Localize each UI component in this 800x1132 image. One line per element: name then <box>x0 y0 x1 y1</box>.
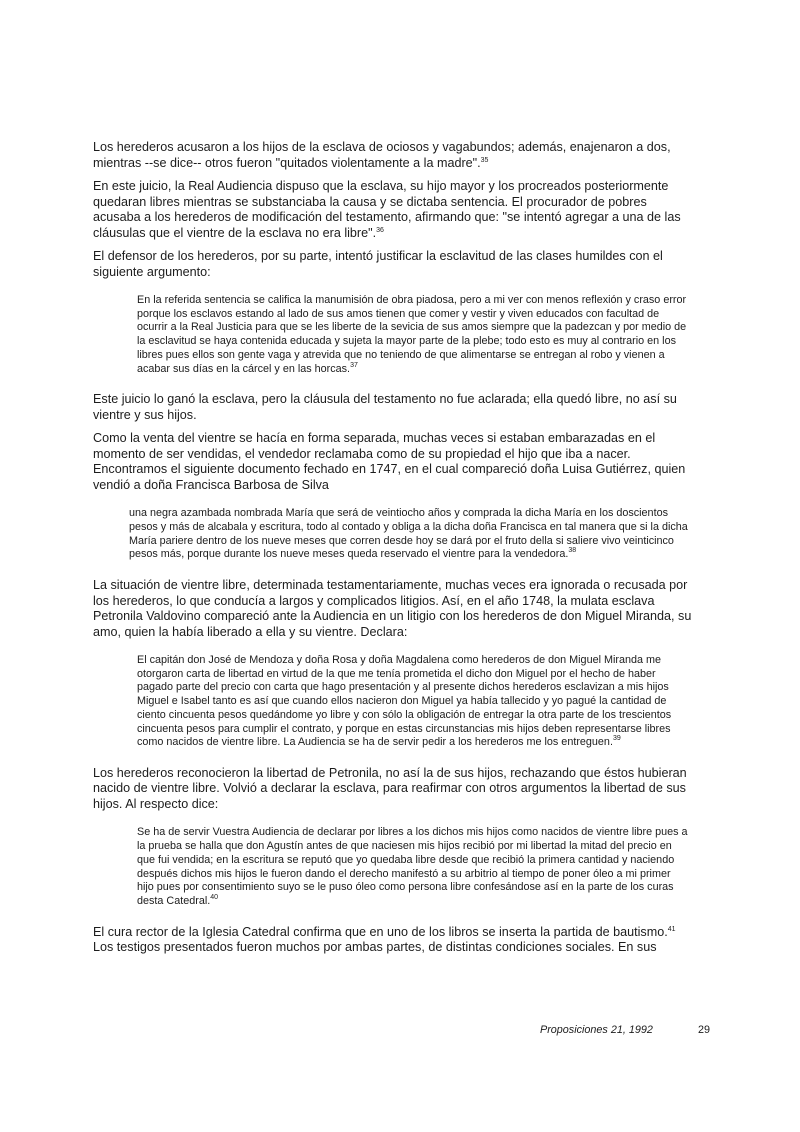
footnote-ref-39: 39 <box>612 735 621 743</box>
footnote-ref-35: 35 <box>480 156 489 164</box>
footnote-ref-40: 40 <box>210 893 219 901</box>
paragraph-4: Este juicio lo ganó la esclava, pero la cláusula del testamento no fue aclarada; ella quedó libre, no así su vientre y sus hijos. <box>93 392 677 422</box>
paragraph-7: Los herederos reconocieron la libertad de Petronila, no así la de sus hijos, rechazando que éstos hubieran nacido de vientre libre. Volvió a declarar la esclava, para reafirmar con otros argumentos la libertad de sus hijos. Al respecto dice: <box>93 765 687 811</box>
footnote-ref-37: 37 <box>350 361 358 369</box>
block-quote-2: una negra azambada nombrada María que será de veintiocho años y comprada la dicha María en los doscientos pesos y más de alcabala y escritura, todo al contado y obliga a la dicha doña Francisca en tal manera que si la dicha María pariere dentro de los nueve meses que corren desde hoy se dará por el fruto della si saliere vivo veinticinco pesos más, porque durante los nueve meses queda reservado el vientre para la vendedora.$^{38}$ <box>129 507 688 561</box>
paragraph-2: En este juicio, la Real Audiencia dispuso que la esclava, su hijo mayor y los procreados posteriormente quedaran libres mientras se substanciaba la causa y se dictaba sentencia. El procurador de pobres acusaba a los herederos de modificación del testamento, afirmando que: "se intentó agregar a una de las cláusulas que el vientre de la esclava no era libre".$^{36}$ <box>93 179 681 240</box>
block-quote-1: En la referida sentencia se califica la manumisión de obra piadosa, pero a mi ver con menos reflexión y craso error porque los esclavos estando al lado de sus amos tienen que comer y vestir y viven educados con facultad de ocurrir a la Real Justicia para que se les liberte de la sevicia de sus amos siempre que la padezcan y por medio de la esclavitud se haya contenida educada y sujeta la mayor parte de la plebe; todo esto es muy al contrario en los libres pues ellos son gente vaga y atrevida que no teniendo de que alimentarse se entregan al robo y vienen a acabar sus días en la cárcel y en las horcas.$^{37}$ <box>137 294 687 375</box>
footnote-ref-36: 36 <box>376 226 384 234</box>
paragraph-8-continuation: Los testigos presentados fueron muchos por ambas partes, de distintas condiciones sociales. En sus <box>93 940 657 955</box>
footnote-ref-41: 41 <box>667 925 676 933</box>
block-quote-3: El capitán don José de Mendoza y doña Rosa y doña Magdalena como herederos de don Miguel Miranda me otorgaron carta de libertad en virtud de la que me tenía prometida el dicho don Miguel por el hecho de haber pagado parte del precio con carta que hago presentación y al presente dichos herederos esclavizan a mis hijos Miguel e Isabel tanto es así que cuando ellos nacieron don Miguel ya había tallecido y yo pagué la cantidad de ciento cincuenta pesos quedándome yo libre y con sólo la obligación de entregar la otra parte de los trescientos cincuenta pesos para cumplir el contrato, y porque en estas circunstancias mis hijos deben representarse libres como nacidos de vientre libre. La Audiencia se ha de servir pedir a los herederos me los entreguen.$^{39}$ <box>137 654 672 749</box>
block-quote-4: Se ha de servir Vuestra Audiencia de declarar por libres a los dichos mis hijos como nacidos de vientre libre pues a la prueba se halla que don Agustín antes de que naciesen mis hijos recibió por mi libertad la mitad del precio en que fui vendida; en la escritura se reputó que yo quedaba libre desde que recibió la primera cantidad y naciendo después dichos mis hijos le fueron dando el derecho manifestó a su arbitrio al tiempo de poner óleo a mi primer hijo pues por consentimiento suyo se le puso óleo como persona libre confesándose así en la parte de los curas desta Catedral.$^{40}$ <box>137 826 688 907</box>
paragraph-3: El defensor de los herederos, por su parte, intentó justificar la esclavitud de las clases humildes con el siguiente argumento: <box>93 249 663 279</box>
paragraph-6: La situación de vientre libre, determinada testamentariamente, muchas veces era ignorada o recusada por los herederos, lo que conducía a largos y complicados litigios. Así, en el año 1748, la mulata esclava Petronila Valdovino compareció ante la Audiencia en un litigio con los herederos de don Miguel Miranda, su amo, quien la había liberado a ella y su vientre. Declara: <box>93 578 692 639</box>
page-footer <box>540 1024 710 1036</box>
footnote-ref-38: 38 <box>568 547 577 555</box>
paragraph-1: Los herederos acusaron a los hijos de la esclava de ociosos y vagabundos; además, enajenaron a dos, mientras --se dice-- otros fueron "quitados violentamente a la madre".$^{35}$ <box>93 140 671 170</box>
paragraph-8: El cura rector de la Iglesia Catedral confirma que en uno de los libros se inserta la partida de bautismo.$^{41}$ Los testigos presentados fueron muchos por ambas partes, de distintas condiciones sociales. En sus <box>93 924 676 955</box>
paragraph-5: Como la venta del vientre se hacía en forma separada, muchas veces si estaban embarazadas en el momento de ser vendidas, el vendedor reclamaba como de su propiedad el hijo que iba a nacer. Encontramos el siguiente documento fechado en 1747, en el cual compareció doña Luisa Gutiérrez, quien vendió a doña Francisca Barbosa de Silva <box>93 431 686 492</box>
journal-citation: Proposiciones 21, 1992 <box>540 1024 653 1036</box>
page-number: 29 <box>697 1024 710 1036</box>
text-column <box>93 140 693 964</box>
